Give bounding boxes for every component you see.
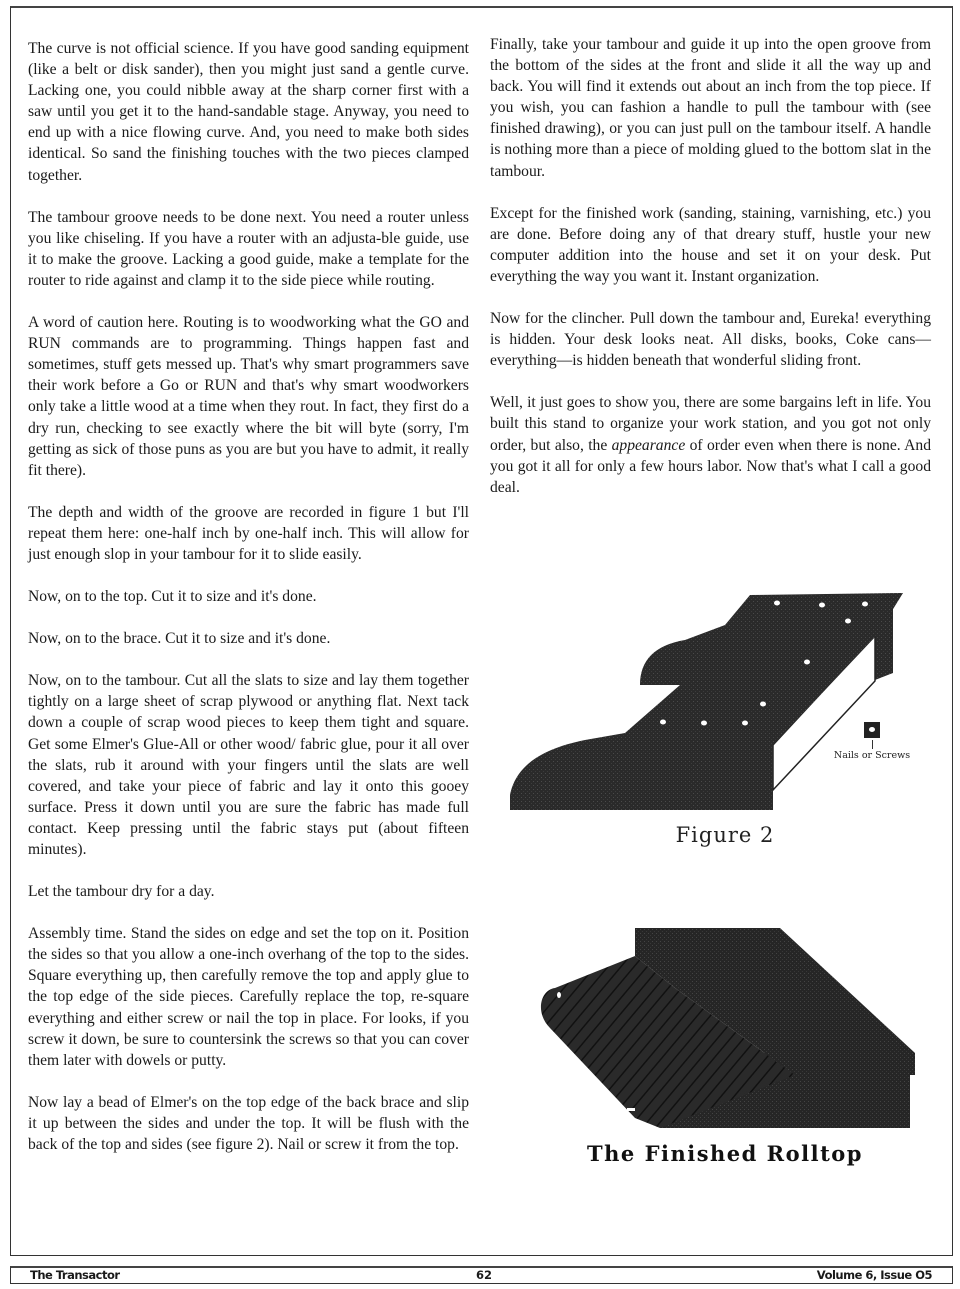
publication-name: The Transactor [30,1268,120,1282]
paragraph: Now lay a bead of Elmer's on the top edge of the back brace and slip it up between the sides and under the top. It will be flush with the back of the top and sides (see figure 2). Nail or screw it from the top. [28,1093,469,1154]
issue-label: Volume 6, Issue O5 [816,1268,932,1282]
nails-legend [822,722,922,761]
figure-2-caption: Figure 2 [675,823,775,847]
legend-pointer [872,740,873,749]
nail-swatch-icon [864,722,880,738]
paragraph: Well, it just goes to show you, there are some bargains left in life. You built this stand to organize your work station, and you got not only order, but also, the appearance of order even when there is none. And you got it all for only a few hours labor. Now that's what I call a good deal. [490,394,932,496]
finished-rolltop-caption: The Finished Rolltop [587,1141,863,1166]
page-number: 62 [476,1268,493,1282]
figure-2-illustration [505,585,925,815]
paragraph: The tambour groove needs to be done next. You need a router unless you like chiseling. If you have a router with an adjusta-ble guide, use it to make the groove. Lacking a good guide, make a template for the router to ride against and clamp it to the side piece while routing. [28,208,469,289]
paragraph: Let the tambour dry for a day. [28,883,215,901]
paragraph: Now, on to the brace. Cut it to size and it's done. [28,630,331,648]
paragraph: Now, on to the tambour. Cut all the slats to size and lay them together tightly on a large sheet of scrap plywood or anything flat. Next tack down a couple of scrap wood pieces to keep them tight and square. Get some Elmer's Glue-All or other wood/ fabric glue, pour it all over the slats, rub it around with your fingers until the slats are well covered, and take your piece of fabric and lay it onto this gooey surface. Press it down until you are sure the fabric has made full contact. Keep pressing until the fabric stays put (about fifteen minutes). [28,672,469,858]
paragraph: Finally, take your tambour and guide it up into the open groove from the bottom of the sides at the front and slide it all the way up and back. You will find it extends out about an inch from the top piece. If you wish, you can fashion a handle to pull the tambour with (see finished drawing), or you can just pull on the tambour itself. A handle is nothing more than a piece of molding glued to the bottom slat in the tambour. [490,36,931,180]
paragraph: Now, on to the top. Cut it to size and it's done. [28,588,317,606]
finished-rolltop-illustration [535,928,920,1133]
paragraph: The depth and width of the groove are recorded in figure 1 but I'll repeat them here: one-half inch by one-half inch. This will allow for just enough slop in your tambour for it to slide easily. [28,503,469,563]
legend-label: Nails or Screws [833,750,911,761]
page-footer [10,1266,953,1284]
left-column [28,38,469,1176]
paragraph: Assembly time. Stand the sides on edge and set the top on it. Position the sides so that you allow a one-inch overhang of the top to the sides. Square everything up, then carefully remove the top and apply glue to the top edge of the side pieces. Carefully replace the top, re-square everything and either screw or nail the top in place. For looks, if you screw it down, be sure to countersink the screws so that you can cover them later with dowels or putty. [28,925,469,1069]
right-column [490,34,931,519]
paragraph: A word of caution here. Routing is to woodworking what the GO and RUN commands are to programming. Things happen fast and sometimes, stuff gets messed up. That's why smart programmers save their work before a Go or RUN and that's why smart woodworkers only take a little wood at a time when they rout. In fact, they first do a dry run, checking to see exactly where the bit will byte (sorry, I'm getting as sick of those puns as you are but you have to admit, it really fit there). [28,314,469,479]
paragraph: The curve is not official science. If you have good sanding equipment (like a belt or disk sander), then you might just sand a gentle curve. Lacking one, you could nibble away at the sharp corner first with a saw until you get it to the hand-sandable stage. Anyway, you need to end up with a nice flowing curve. And, you need to make both sides identical. So sand the finishing touches with the two pieces clamped together. [28,40,469,184]
paragraph: Now for the clincher. Pull down the tambour and, Eureka! everything is hidden. Your desk looks neat. All disks, books, Coke cans—everything—is hidden beneath that wonderful sliding front. [490,310,931,370]
emphasis: appearance [611,436,686,454]
paragraph: Except for the finished work (sanding, staining, varnishing, etc.) you are done. Before doing any of that dreary stuff, hustle your new computer addition into the house and set it on your desk. Put everything the way you want it. Instant organization. [490,204,931,285]
